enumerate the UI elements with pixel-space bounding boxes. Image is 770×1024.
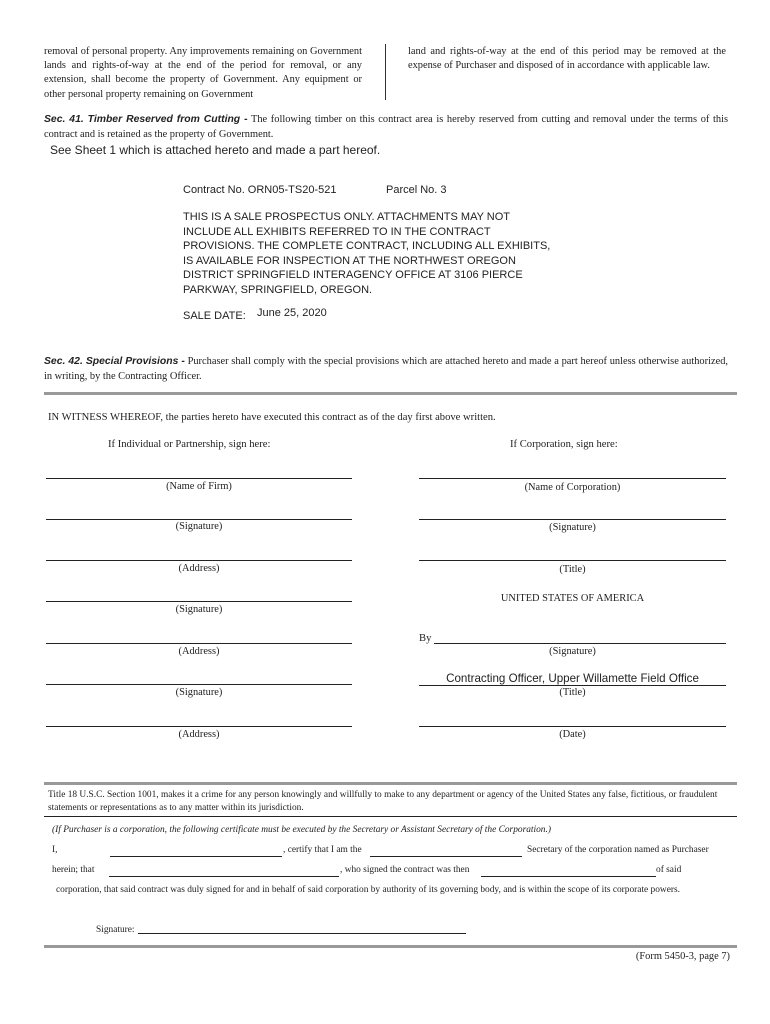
caption-signature-2: (Signature) <box>175 604 223 615</box>
certificate-instruction: (If Purchaser is a corporation, the following certificate must be executed by the Secretary or Assistant Secretary of the Corporation.) <box>52 825 551 835</box>
caption-name-of-corporation: (Name of Corporation) <box>524 482 621 493</box>
individual-address-line-3[interactable] <box>46 726 352 727</box>
signer-name-field[interactable] <box>109 876 339 877</box>
caption-gov-title: (Title) <box>559 687 586 698</box>
prospectus-notice <box>183 210 603 298</box>
caption-address-2: (Address) <box>178 646 220 657</box>
caption-signature-1: (Signature) <box>175 521 223 532</box>
individual-signature-line-3[interactable] <box>46 684 352 685</box>
individual-address-line-1[interactable] <box>46 560 352 561</box>
certificate-line3: corporation, that said contract was duly signed for and in behalf of said corporation by authority of its governing body, and is within the scope of its corporate powers. <box>56 885 680 895</box>
section-divider <box>44 392 737 395</box>
prospectus-line: THIS IS A SALE PROSPECTUS ONLY. ATTACHMENTS MAY NOT <box>183 211 511 223</box>
section-41-heading: Sec. 41. Timber Reserved from Cutting - <box>44 114 248 125</box>
section-42-text: Purchaser shall comply with the special provisions which are attached hereto and made a part hereof unless otherwise authorized, in writing, by the Contracting Officer. <box>44 356 728 382</box>
caption-address-3: (Address) <box>178 729 220 740</box>
continued-text-left: removal of personal property. Any improvements remaining on Government lands and rights-of-way at the end of the period for removal, or any extension, shall become the property of Government. Any equipment or other personal property remaining on Government <box>44 46 362 100</box>
government-title-line[interactable] <box>419 685 726 686</box>
parcel-number: Parcel No. 3 <box>386 184 447 196</box>
title18-warning: Title 18 U.S.C. Section 1001, makes it a crime for any person knowingly and willfully to make to any department or agency of the United States any false, fictitious, or fraudulent statements or representations as to any matter within its jurisdiction. <box>48 790 718 813</box>
section-41 <box>44 112 728 142</box>
certifier-title-field[interactable] <box>370 856 522 857</box>
individual-signature-line-2[interactable] <box>46 601 352 602</box>
corporation-name-line[interactable] <box>419 478 726 479</box>
caption-address-1: (Address) <box>178 563 220 574</box>
certificate-line2-start: herein; that <box>52 865 95 875</box>
certificate-signature-label: Signature: <box>96 925 135 935</box>
certifier-name-field[interactable] <box>110 856 282 857</box>
certificate-line2-end: of said <box>656 865 682 875</box>
certificate-line1-end: Secretary of the corporation named as Purchaser <box>527 845 709 855</box>
by-label: By <box>419 633 432 644</box>
title18-bottom-divider <box>44 816 737 817</box>
section-42 <box>44 354 728 384</box>
individual-signature-line-1[interactable] <box>46 519 352 520</box>
signer-office-field[interactable] <box>481 876 656 877</box>
sale-date-label: SALE DATE: <box>183 310 246 322</box>
caption-gov-signature: (Signature) <box>549 646 596 657</box>
government-signature-line[interactable] <box>434 643 726 644</box>
individual-heading: If Individual or Partnership, sign here: <box>108 439 271 450</box>
footer-divider <box>44 945 737 948</box>
certificate-line2-mid: , who signed the contract was then <box>340 865 470 875</box>
certificate-line1-start: I, <box>52 845 58 855</box>
witness-intro: IN WITNESS WHEREOF, the parties hereto have executed this contract as of the day first above written. <box>48 412 496 423</box>
corporation-heading: If Corporation, sign here: <box>510 439 618 450</box>
united-states-heading: UNITED STATES OF AMERICA <box>500 593 645 604</box>
certificate-signature-line[interactable] <box>138 933 466 934</box>
form-page-number: (Form 5450-3, page 7) <box>635 951 730 962</box>
sale-date: June 25, 2020 <box>257 307 327 319</box>
individual-address-line-2[interactable] <box>46 643 352 644</box>
caption-date: (Date) <box>559 729 586 740</box>
section-42-heading: Sec. 42. Special Provisions - <box>44 356 185 367</box>
contract-number: Contract No. ORN05-TS20-521 <box>183 184 337 196</box>
prospectus-line: PROVISIONS. THE COMPLETE CONTRACT, INCLUDING ALL EXHIBITS, <box>183 240 551 253</box>
prospectus-line: PARKWAY, SPRINGFIELD, OREGON. <box>183 283 373 296</box>
column-divider <box>385 44 386 100</box>
caption-signature-3: (Signature) <box>175 687 223 698</box>
prospectus-line: INCLUDE ALL EXHIBITS REFERRED TO IN THE CONTRACT <box>183 225 491 238</box>
corporation-title-line[interactable] <box>419 560 726 561</box>
section-41-text: The following timber on this contract area is hereby reserved from cutting and removal under the terms of this contract and is retained as the property of Government. <box>44 114 729 140</box>
corporation-signature-line[interactable] <box>419 519 726 520</box>
section-41-attachment: See Sheet 1 which is attached hereto and made a part hereof. <box>50 143 381 157</box>
caption-corp-signature: (Signature) <box>549 522 596 533</box>
date-line[interactable] <box>419 726 726 727</box>
firm-name-line[interactable] <box>46 478 352 479</box>
contracting-officer-title: Contracting Officer, Upper Willamette Field Office <box>446 672 699 685</box>
prospectus-line: DISTRICT SPRINGFIELD INTERAGENCY OFFICE AT 3106 PIERCE <box>183 269 523 282</box>
certificate-line1-mid: , certify that I am the <box>283 845 362 855</box>
caption-corp-title: (Title) <box>559 564 586 575</box>
continued-text-right: land and rights-of-way at the end of this period may be removed at the expense of Purchaser and disposed of in accordance with applicable law. <box>408 46 726 72</box>
caption-name-of-firm: (Name of Firm) <box>166 481 232 492</box>
prospectus-line: IS AVAILABLE FOR INSPECTION AT THE NORTHWEST OREGON <box>183 254 516 267</box>
title18-top-divider <box>44 782 737 785</box>
